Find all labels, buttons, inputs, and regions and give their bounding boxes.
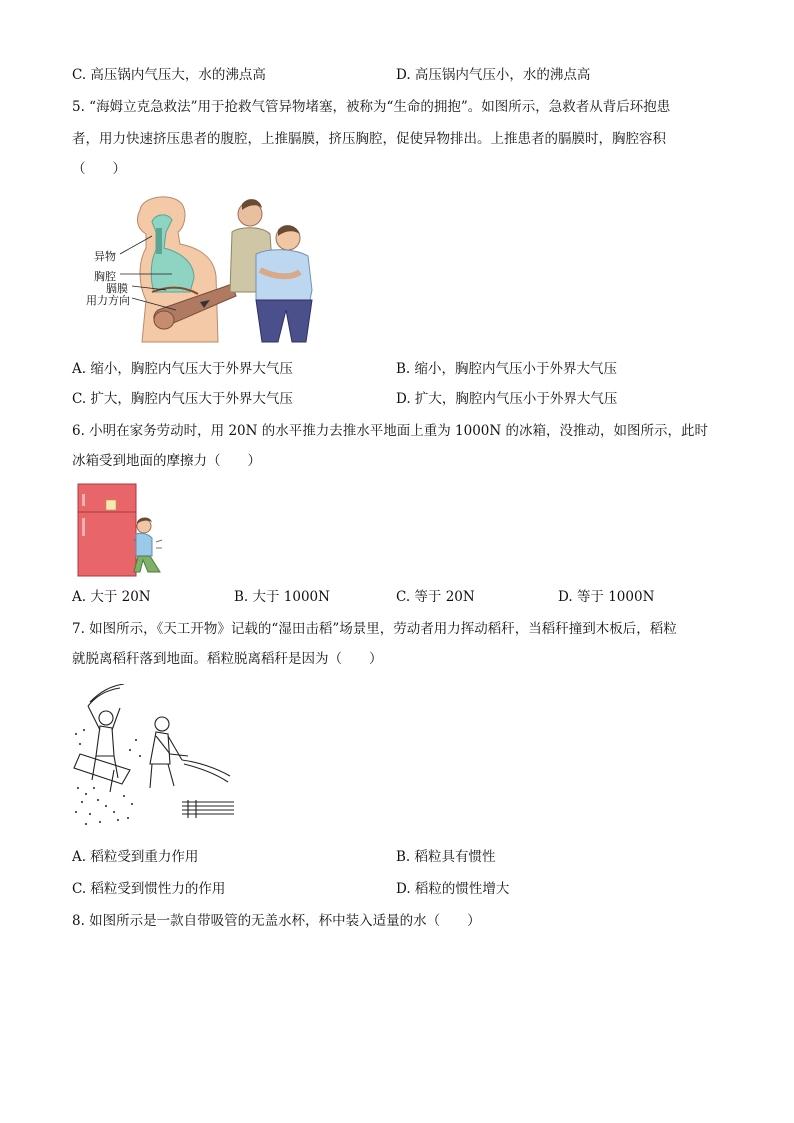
label-force-direction: 用力方向: [86, 294, 130, 307]
q7-option-a: A. 稻粒受到重力作用: [72, 849, 199, 865]
threshing-illustration: [70, 684, 236, 830]
label-diaphragm: 膈膜: [106, 282, 128, 295]
q6-stem-line1: 6. 小明在家务劳动时，用 20N 的水平推力去推水平地面上重为 1000N 的冰箱，没推动，如图所示，此时: [72, 423, 708, 439]
q7-stem-line1: 7. 如图所示，《天工开物》记载的“湿田击稻”场景里，劳动者用力挥动稻秆，当稻秆撞到木板后，稻粒: [72, 621, 677, 637]
q6-option-b: B. 大于 1000N: [234, 589, 330, 605]
q4-option-d: D. 高压锅内气压小，水的沸点高: [396, 67, 591, 83]
heimlich-figure: [80, 192, 320, 344]
q5-stem-line1: 5. “海姆立克急救法”用于抢救气管异物堵塞，被称为“生命的拥抱”。如图所示，急救者从背后环抱患: [72, 99, 671, 115]
heimlich-illustration: [80, 192, 320, 344]
q5-option-b: B. 缩小，胸腔内气压小于外界大气压: [396, 361, 618, 377]
q5-option-c: C. 扩大，胸腔内气压大于外界大气压: [72, 391, 293, 407]
q8-stem-line1: 8. 如图所示是一款自带吸管的无盖水杯，杯中装入适量的水（ ）: [72, 913, 481, 929]
q5-option-d: D. 扩大，胸腔内气压小于外界大气压: [396, 391, 618, 407]
q7-stem-line2: 就脱离稻秆落到地面。稻粒脱离稻秆是因为（ ）: [72, 651, 383, 667]
q6-stem-line2: 冰箱受到地面的摩擦力（ ）: [72, 453, 261, 469]
threshing-figure: [70, 684, 236, 830]
label-foreign-body: 异物: [94, 250, 116, 263]
q6-option-c: C. 等于 20N: [396, 589, 475, 605]
q5-stem-line3: （ ）: [72, 161, 126, 177]
fridge-figure: [76, 482, 168, 578]
q7-option-b: B. 稻粒具有惯性: [396, 849, 496, 865]
q6-option-a: A. 大于 20N: [72, 589, 151, 605]
q5-option-a: A. 缩小，胸腔内气压大于外界大气压: [72, 361, 293, 377]
q4-option-c: C. 高压锅内气压大，水的沸点高: [72, 67, 266, 83]
fridge-push-illustration: [76, 482, 168, 578]
label-chest-cavity: 胸腔: [94, 270, 116, 283]
q7-option-d: D. 稻粒的惯性增大: [396, 881, 510, 897]
q6-option-d: D. 等于 1000N: [558, 589, 655, 605]
q5-stem-line2: 者，用力快速挤压患者的腹腔，上推膈膜，挤压胸腔，促使异物排出。上推患者的膈膜时，胸腔容积: [72, 131, 666, 147]
q7-option-c: C. 稻粒受到惯性力的作用: [72, 881, 226, 897]
